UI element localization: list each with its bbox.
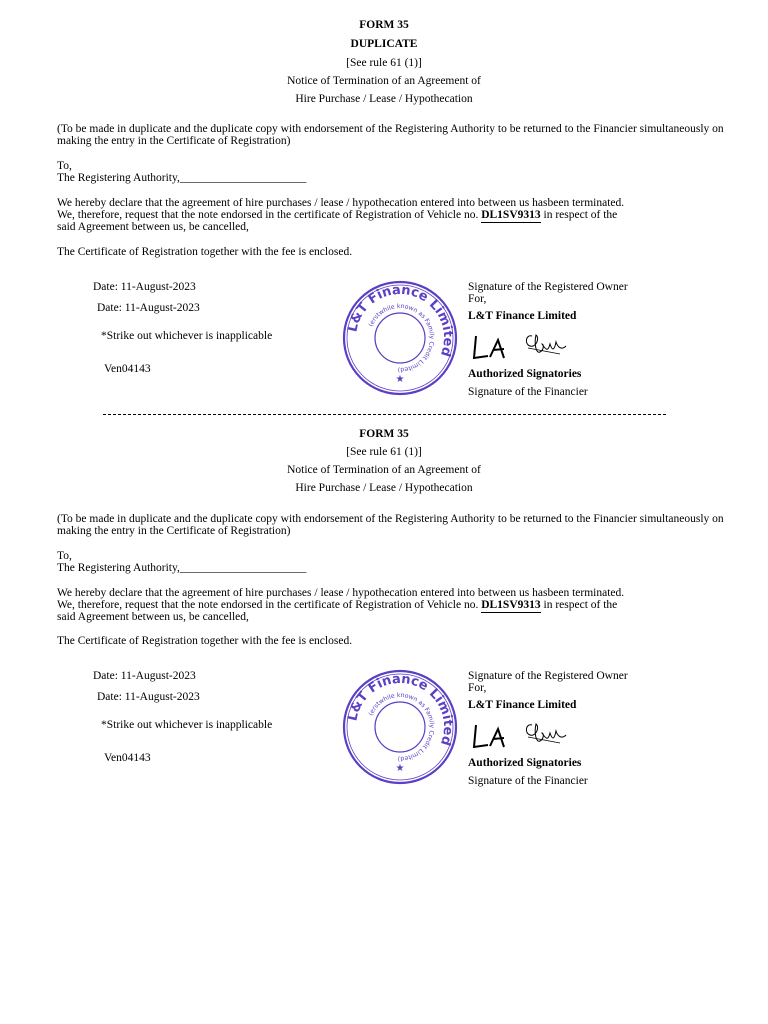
- for-label: For,: [468, 682, 487, 694]
- notice-line-2: Hire Purchase / Lease / Hypothecation: [295, 93, 473, 105]
- date-1: Date: 11-August-2023: [93, 281, 196, 293]
- stamp-outer-text: L&T Finance Limited: [345, 282, 456, 359]
- company-stamp: [340, 278, 460, 398]
- svg-text:L&T Finance Limited: [345, 283, 455, 358]
- enclosed-line: The Certificate of Registration together with the fee is enclosed.: [57, 246, 353, 258]
- request-text: We, therefore, request that the note endorsed in the certificate of Registration of Vehicle no.: [57, 209, 479, 221]
- for-label: For,: [468, 293, 487, 305]
- stamp-inner-text: (erstwhile known as Family Credit Limited): [367, 691, 436, 763]
- registering-authority-line: The Registering Authority,______________________: [57, 172, 307, 184]
- to-label: To,: [57, 160, 72, 172]
- notice-line-2: Hire Purchase / Lease / Hypothecation: [295, 482, 473, 494]
- cancel-line: said Agreement between us, be cancelled,: [57, 221, 249, 233]
- sig-owner-label: Signature of the Registered Owner: [468, 670, 628, 682]
- section-divider: [103, 414, 666, 415]
- company-name: L&T Finance Limited: [468, 699, 577, 711]
- stamp-outer-text: L&T Finance Limited: [345, 671, 456, 748]
- sig-owner-label: Signature of the Registered Owner: [468, 281, 628, 293]
- company-name: L&T Finance Limited: [468, 310, 577, 322]
- instruction-paragraph: (To be made in duplicate and the duplicate copy with endorsement of the Registering Authority to be returned to the Financier simultaneously on making the entry in the Certificate of Registration): [57, 513, 724, 537]
- notice-line-1: Notice of Termination of an Agreement of: [287, 464, 481, 476]
- request-text-after: in respect of the: [543, 209, 618, 221]
- request-line: [57, 599, 617, 611]
- notice-line-1: Notice of Termination of an Agreement of: [287, 75, 481, 87]
- form-title: FORM 35: [359, 19, 409, 31]
- request-line: [57, 209, 617, 221]
- rule-reference: [See rule 61 (1)]: [346, 57, 422, 69]
- authorized-signatories: Authorized Signatories: [468, 368, 582, 380]
- handwritten-signature: [470, 330, 570, 364]
- date-2: Date: 11-August-2023: [97, 302, 200, 314]
- strike-note: *Strike out whichever is inapplicable: [101, 719, 273, 731]
- vehicle-number: DL1SV9313: [481, 209, 541, 221]
- handwritten-signature: [470, 719, 570, 753]
- date-2: Date: 11-August-2023: [97, 691, 200, 703]
- vendor-code: Ven04143: [104, 363, 151, 375]
- svg-text:★: ★: [395, 763, 405, 774]
- enclosed-line: The Certificate of Registration together with the fee is enclosed.: [57, 635, 353, 647]
- sig-financier-label: Signature of the Financier: [468, 775, 588, 787]
- request-text-after: in respect of the: [543, 599, 618, 611]
- cancel-line: said Agreement between us, be cancelled,: [57, 611, 249, 623]
- svg-text:★: ★: [395, 374, 405, 385]
- form-title: FORM 35: [359, 428, 409, 440]
- vendor-code: Ven04143: [104, 752, 151, 764]
- company-stamp: [340, 667, 460, 787]
- svg-text:L&T Finance Limited: [345, 672, 455, 747]
- sig-financier-label: Signature of the Financier: [468, 386, 588, 398]
- strike-note: *Strike out whichever is inapplicable: [101, 330, 273, 342]
- rule-reference: [See rule 61 (1)]: [346, 446, 422, 458]
- stamp-inner-text: (erstwhile known as Family Credit Limited): [367, 302, 436, 374]
- to-label: To,: [57, 550, 72, 562]
- registering-authority-line: The Registering Authority,______________________: [57, 562, 307, 574]
- vehicle-number: DL1SV9313: [481, 599, 541, 611]
- authorized-signatories: Authorized Signatories: [468, 757, 582, 769]
- declaration-line: We hereby declare that the agreement of hire purchases / lease / hypothecation entered into between us hasbeen terminated.: [57, 587, 625, 599]
- form-subtitle: DUPLICATE: [350, 38, 418, 50]
- declaration-line: We hereby declare that the agreement of hire purchases / lease / hypothecation entered into between us hasbeen terminated.: [57, 197, 625, 209]
- request-text: We, therefore, request that the note endorsed in the certificate of Registration of Vehicle no.: [57, 599, 479, 611]
- date-1: Date: 11-August-2023: [93, 670, 196, 682]
- instruction-paragraph: (To be made in duplicate and the duplicate copy with endorsement of the Registering Authority to be returned to the Financier simultaneously on making the entry in the Certificate of Registration): [57, 123, 724, 147]
